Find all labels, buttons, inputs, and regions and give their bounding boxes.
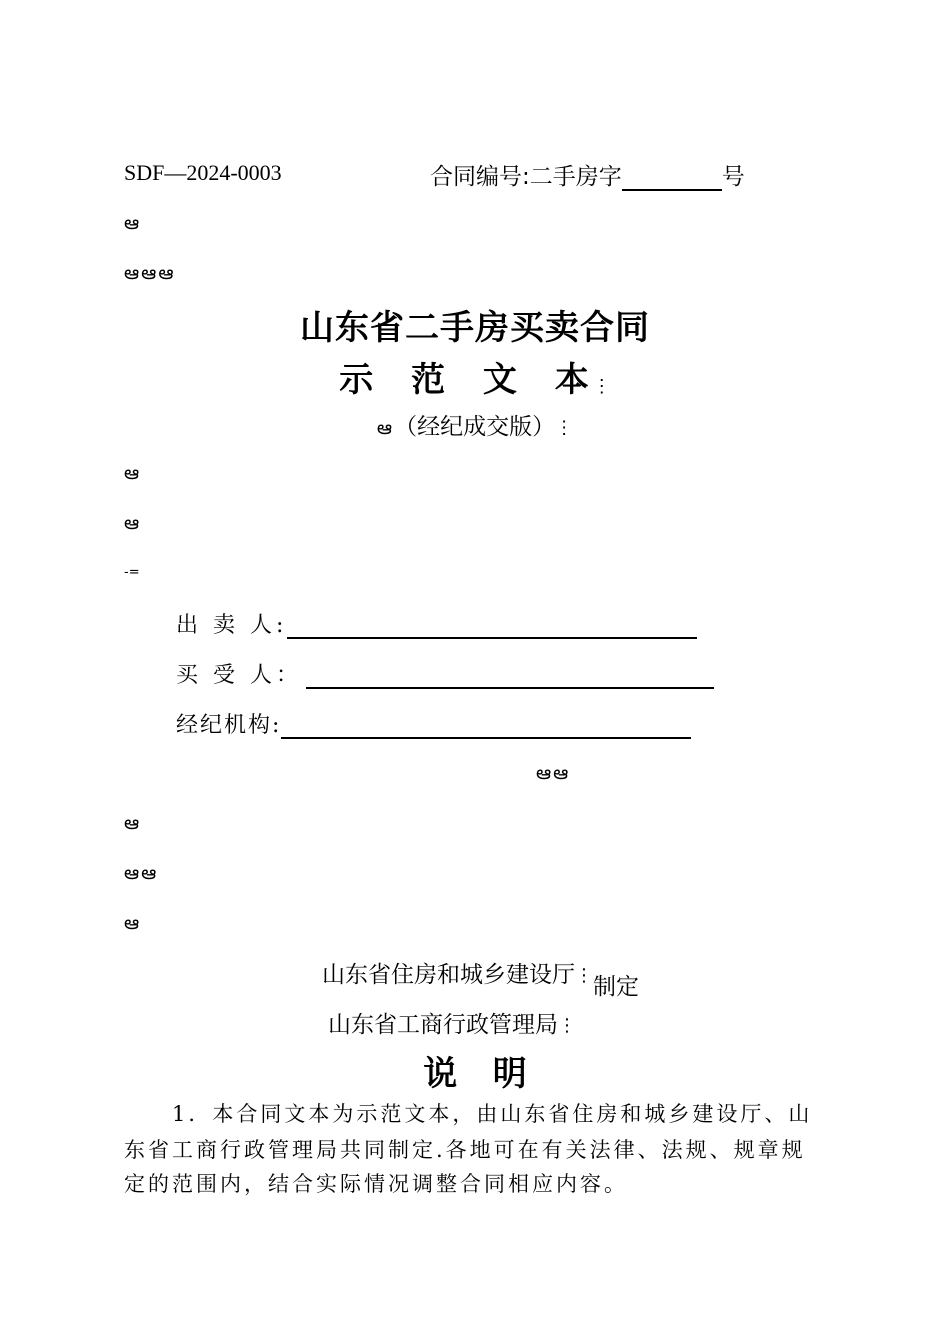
ornament-mark: ఆ	[376, 417, 395, 439]
document-subtitle	[0, 352, 950, 401]
contract-number-label: 合同编号:二手房字	[430, 164, 622, 190]
issuer-housing-text: 山东省住房和城乡建设厅	[322, 962, 575, 988]
issuer-housing-department	[322, 956, 639, 1000]
ornament-mark: ఆ	[124, 462, 142, 484]
notes-item-1-line-2: 东省工商行政管理局共同制定.各地可在有关法律、法规、规章规	[124, 1138, 806, 1162]
contract-number-blank[interactable]	[622, 165, 722, 191]
subtitle-text: 示 范 文 本	[339, 360, 593, 400]
ornament-mark: ఆఆఆ	[124, 262, 176, 284]
document-code: SDF—2024-0003	[124, 160, 282, 185]
agency-label: 经纪机构:	[176, 713, 282, 738]
seller-field[interactable]	[287, 613, 697, 639]
issuer-commerce-text: 山东省工商行政管理局	[328, 1012, 558, 1038]
ornament-mark: ఆ	[124, 912, 142, 934]
seller-label: 出 卖 人:	[176, 613, 288, 638]
paragraph-marker-icon: ⋮	[558, 1015, 576, 1036]
issuer-commerce-bureau	[328, 1006, 576, 1039]
agency-field[interactable]	[281, 713, 691, 739]
ornament-mark: ఆ	[124, 812, 142, 834]
made-by-label: 制定	[593, 974, 639, 1000]
document-title: 山东省二手房买卖合同	[300, 308, 650, 348]
agency-row	[176, 708, 691, 739]
seller-row	[176, 608, 697, 639]
paragraph-marker-icon: ⋮	[592, 376, 611, 397]
notes-item-1-line-3: 定的范围内，结合实际情况调整合同相应内容。	[124, 1172, 628, 1196]
ornament-mark: ఆ	[124, 512, 142, 534]
edition-text: （经纪成交版）	[394, 414, 556, 440]
ornament-mark: ఆఆ	[536, 762, 571, 784]
contract-number-suffix: 号	[721, 164, 745, 190]
paragraph-marker-icon: ⋮	[555, 417, 574, 439]
buyer-label: 买 受 人：	[176, 663, 302, 688]
paragraph-marker-icon: ⋮	[575, 965, 593, 986]
notes-heading: 说 明	[423, 1054, 527, 1094]
buyer-row	[176, 658, 714, 689]
ornament-mark: -=	[124, 565, 140, 580]
ornament-mark: ఆ	[124, 212, 142, 234]
ornament-mark: ఆఆ	[124, 862, 159, 884]
notes-item-1-line-1: 1．本合同文本为示范文本，由山东省住房和城乡建设厅、山	[172, 1102, 813, 1126]
edition-line	[0, 408, 950, 444]
contract-number	[430, 158, 745, 191]
buyer-field[interactable]	[306, 663, 714, 689]
